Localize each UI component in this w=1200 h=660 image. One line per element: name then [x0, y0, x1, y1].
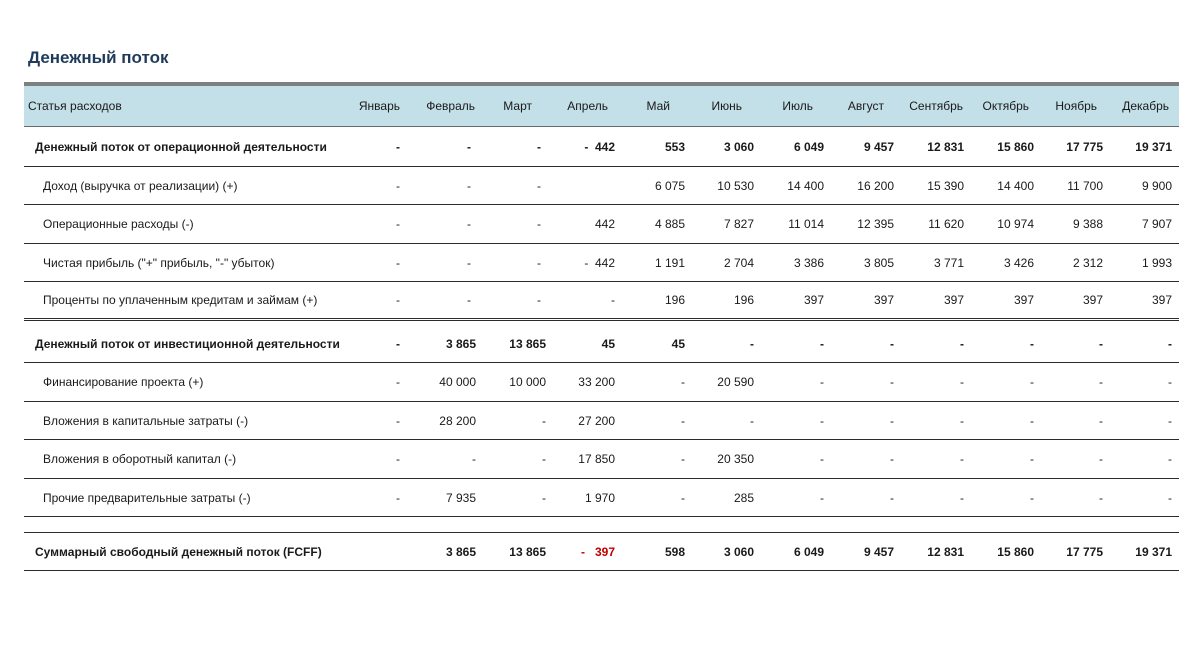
table-row	[24, 325, 1179, 363]
header-month: Январь	[358, 99, 400, 113]
row-value: -	[1168, 375, 1172, 389]
row-value: -	[537, 217, 541, 231]
row-value: -	[681, 490, 685, 505]
row-value: 3 386	[793, 255, 824, 270]
row-label: Вложения в оборотный капитал (-)	[43, 452, 237, 466]
table-row	[24, 363, 1179, 402]
row-value: 10 974	[997, 217, 1034, 231]
row-value: 397	[873, 293, 894, 307]
row-value: 553	[664, 139, 685, 154]
row-value: 397	[803, 293, 824, 307]
row-value: -	[467, 255, 471, 270]
row-value: 598	[664, 544, 685, 559]
row-value: -	[820, 375, 824, 389]
row-value: 11 700	[1067, 178, 1103, 193]
row-value: 45	[601, 336, 615, 351]
row-value: -	[537, 293, 541, 307]
row-value: -	[960, 375, 964, 389]
row-value: -	[467, 178, 471, 193]
row-label: Прочие предварительные затраты (-)	[43, 490, 251, 505]
row-value: -	[537, 178, 541, 193]
row-label: Денежный поток от инвестиционной деятельности	[35, 336, 340, 351]
row-value: 10 530	[717, 178, 754, 193]
row-value: 19 371	[1135, 139, 1172, 154]
row-value: - 442	[584, 255, 615, 270]
row-value: 196	[664, 293, 685, 307]
row-value: -	[750, 413, 754, 428]
row-label: Операционные расходы (-)	[43, 217, 194, 231]
row-value: -	[1168, 452, 1172, 466]
header-month: Июнь	[711, 99, 742, 113]
row-value: 397	[594, 544, 615, 559]
row-value: 3 865	[445, 336, 476, 351]
header-label: Статья расходов	[28, 99, 122, 113]
spacer-row	[24, 517, 1179, 533]
row-value: -	[890, 336, 894, 351]
row-value: 13 865	[509, 336, 546, 351]
row-value: 15 860	[997, 139, 1034, 154]
row-value: 397	[943, 293, 964, 307]
row-value: 3 805	[863, 255, 894, 270]
row-value: -	[542, 452, 546, 466]
row-value: 19 371	[1135, 544, 1172, 559]
row-value: 14 400	[787, 178, 824, 193]
row-value: -	[1099, 375, 1103, 389]
header-month: Август	[847, 99, 884, 113]
row-value: -	[820, 336, 824, 351]
row-value: -	[542, 413, 546, 428]
row-value: 285	[733, 490, 754, 505]
row-value: 17 850	[578, 452, 615, 466]
header-month: Апрель	[567, 99, 608, 113]
row-value: 7 935	[445, 490, 476, 505]
row-value: 10 000	[509, 375, 546, 389]
header-month: Июль	[782, 99, 813, 113]
row-value: 17 775	[1066, 544, 1103, 559]
row-value: -	[1030, 336, 1034, 351]
table-header	[24, 86, 1179, 127]
row-value: -	[537, 255, 541, 270]
negative-value	[532, 533, 615, 570]
row-value: -	[681, 413, 685, 428]
row-value: -	[890, 413, 894, 428]
header-month: Октябрь	[982, 99, 1029, 113]
row-value: 9 457	[863, 544, 894, 559]
row-value: 27 200	[578, 413, 615, 428]
row-value: 9 457	[863, 139, 894, 154]
row-label: Финансирование проекта (+)	[43, 375, 204, 389]
row-value: -	[396, 139, 400, 154]
row-value: 1 993	[1141, 255, 1172, 270]
row-value	[532, 167, 615, 204]
row-value: -	[1030, 490, 1034, 505]
row-value: -	[542, 490, 546, 505]
negative-sign: -	[580, 544, 585, 559]
row-value: 4 885	[654, 217, 685, 231]
row-value: -	[1099, 413, 1103, 428]
row-value: 13 865	[509, 544, 546, 559]
header-month: Сентябрь	[909, 99, 963, 113]
row-value: 6 049	[793, 139, 824, 154]
row-value: -	[960, 452, 964, 466]
row-value: 442	[594, 217, 615, 231]
row-value: -	[1168, 490, 1172, 505]
row-value: 6 075	[654, 178, 685, 193]
row-value: -	[681, 375, 685, 389]
row-value: -	[1099, 452, 1103, 466]
row-value: 3 426	[1003, 255, 1034, 270]
row-value: 3 865	[445, 544, 476, 559]
row-value: -	[537, 139, 541, 154]
row-value: -	[396, 490, 400, 505]
row-value: -	[396, 255, 400, 270]
row-value: 3 771	[933, 255, 964, 270]
row-value: -	[890, 375, 894, 389]
row-value: 12 395	[857, 217, 894, 231]
row-value: - 442	[584, 139, 615, 154]
row-value: 9 388	[1072, 217, 1103, 231]
row-value: -	[960, 336, 964, 351]
row-value: 3 060	[723, 139, 754, 154]
header-month: Ноябрь	[1055, 99, 1097, 113]
table-row	[24, 244, 1179, 282]
header-month: Февраль	[426, 99, 475, 113]
row-value: 12 831	[927, 544, 964, 559]
row-value: -	[890, 452, 894, 466]
row-value: 40 000	[439, 375, 476, 389]
row-value: -	[396, 413, 400, 428]
table-row	[24, 282, 1179, 321]
row-value: 17 775	[1066, 139, 1103, 154]
row-label: Проценты по уплаченным кредитам и займам (+)	[43, 293, 318, 307]
total-row	[24, 533, 1179, 571]
row-value: -	[396, 452, 400, 466]
row-value: -	[472, 452, 476, 466]
row-label: Вложения в капитальные затраты (-)	[43, 413, 249, 428]
row-value: 397	[1082, 293, 1103, 307]
table-row	[24, 440, 1179, 479]
row-value: 397	[1151, 293, 1172, 307]
row-label: Доход (выручка от реализации) (+)	[43, 178, 238, 193]
row-value: 15 860	[997, 544, 1034, 559]
row-value: -	[960, 413, 964, 428]
row-value: -	[750, 336, 754, 351]
row-value: -	[396, 178, 400, 193]
row-value: 2 312	[1072, 255, 1103, 270]
row-value: 20 350	[717, 452, 754, 466]
row-value: 196	[733, 293, 754, 307]
row-value: -	[1168, 413, 1172, 428]
row-value: 6 049	[793, 544, 824, 559]
row-value	[324, 533, 400, 570]
row-value: 20 590	[717, 375, 754, 389]
row-value: 7 827	[723, 217, 754, 231]
table-row	[24, 205, 1179, 244]
row-value: -	[467, 139, 471, 154]
header-month: Декабрь	[1122, 99, 1169, 113]
row-label: Чистая прибыль ("+" прибыль, "-" убыток)	[43, 255, 275, 270]
row-value: -	[820, 452, 824, 466]
row-value: -	[820, 413, 824, 428]
row-value: -	[467, 293, 471, 307]
row-value: 7 907	[1141, 217, 1172, 231]
row-value: 33 200	[578, 375, 615, 389]
row-value: 28 200	[439, 413, 476, 428]
row-value: 397	[1013, 293, 1034, 307]
row-value: 15 390	[927, 178, 964, 193]
table-row	[24, 127, 1179, 167]
row-label: Суммарный свободный денежный поток (FCFF)	[35, 544, 322, 559]
row-value: 1 970	[584, 490, 615, 505]
row-value: 3 060	[723, 544, 754, 559]
row-value: -	[467, 217, 471, 231]
row-value: 16 200	[857, 178, 894, 193]
row-value: 11 014	[788, 217, 824, 231]
row-value: 1 191	[654, 255, 685, 270]
row-value: -	[820, 490, 824, 505]
row-value: 45	[671, 336, 685, 351]
row-value: 9 900	[1141, 178, 1172, 193]
table-row	[24, 479, 1179, 517]
row-value: -	[396, 217, 400, 231]
row-label: Денежный поток от операционной деятельности	[35, 139, 327, 154]
row-value: -	[1030, 452, 1034, 466]
row-value: 11 620	[928, 217, 964, 231]
table-row	[24, 402, 1179, 440]
row-value: -	[611, 293, 615, 307]
header-month: Май	[646, 99, 670, 113]
table-row	[24, 167, 1179, 205]
row-value: -	[396, 293, 400, 307]
row-value: -	[890, 490, 894, 505]
row-value: 14 400	[997, 178, 1034, 193]
row-value: -	[1099, 490, 1103, 505]
row-value: -	[1168, 336, 1172, 351]
header-month: Март	[503, 99, 532, 113]
row-value: -	[1030, 375, 1034, 389]
row-value: -	[396, 336, 400, 351]
row-value: -	[1099, 336, 1103, 351]
row-value: -	[396, 375, 400, 389]
row-value: -	[960, 490, 964, 505]
row-value: -	[1030, 413, 1034, 428]
page-title: Денежный поток	[28, 48, 169, 67]
row-value: -	[681, 452, 685, 466]
row-value: 12 831	[927, 139, 964, 154]
row-value: 2 704	[723, 255, 754, 270]
